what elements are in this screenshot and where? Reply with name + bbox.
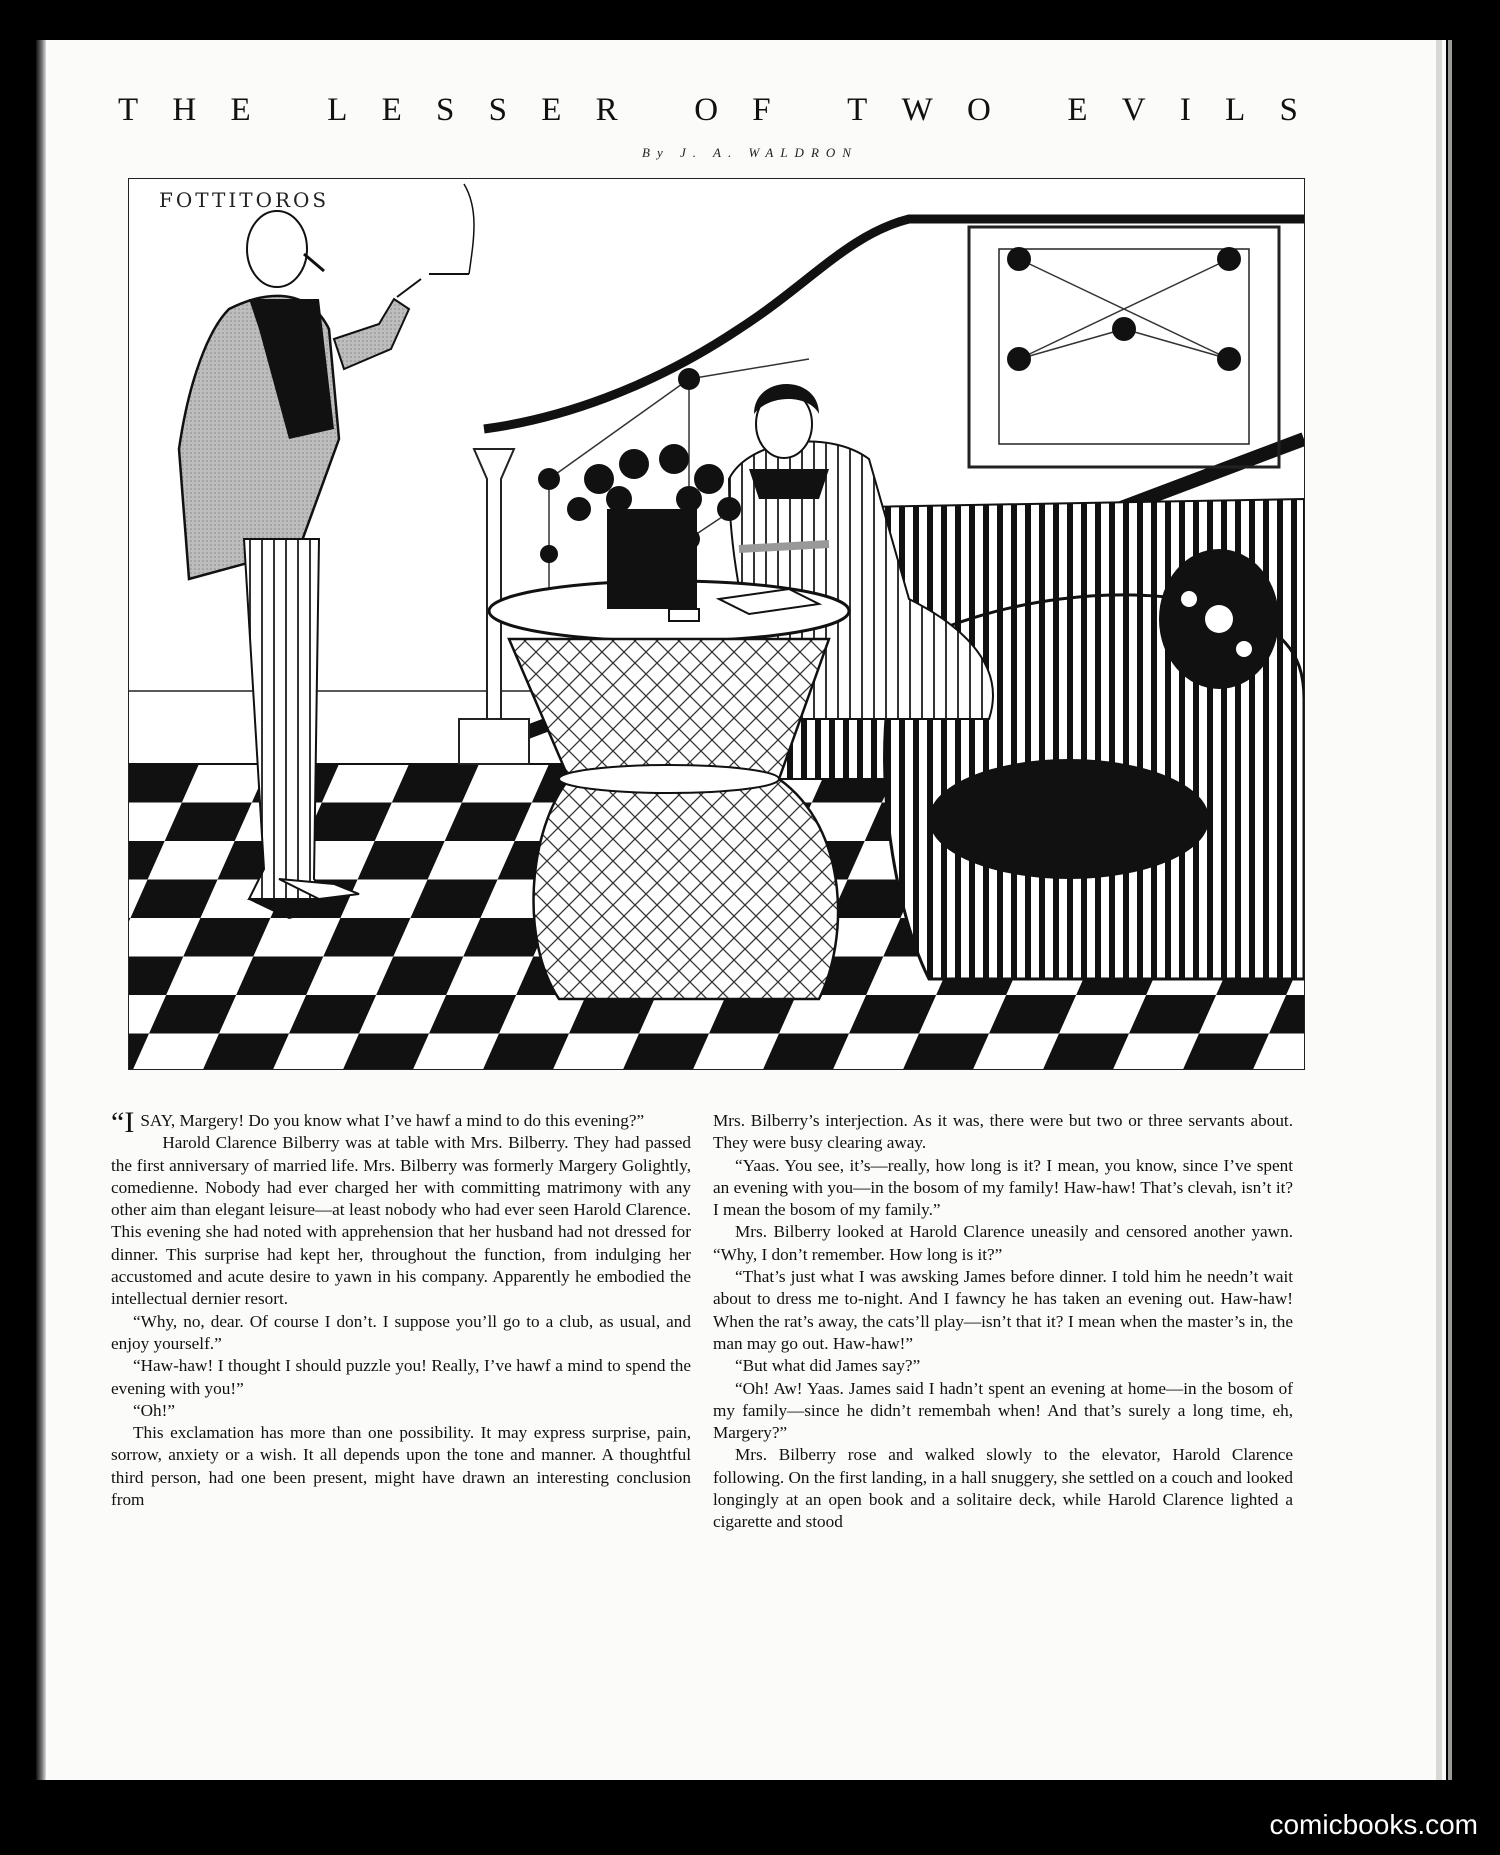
flower-vase [607,509,697,609]
drop-cap: “I [111,1106,135,1139]
title-letter: S [1279,92,1298,128]
title-letter: O [966,92,991,128]
title-letter: E [541,92,562,128]
title-letter: T [847,92,868,128]
story-title [118,92,1298,129]
page-edge-2 [1448,40,1452,1780]
right-text-column [713,1110,1293,1534]
title-letter: S [488,92,507,128]
title-letter [1025,92,1033,129]
illustration-drawing [129,179,1304,1069]
paragraph: Mrs. Bilberry rose and walked slowly to the elevator, Harold Clarence following. On the first landing, in a hall snuggery, she settled on a couch and looked longingly at an open book and a solitaire deck, while Harold Clarence lighted a cigarette and stood [713,1445,1293,1532]
title-letter: H [172,92,197,128]
paragraph: “Oh!” [133,1400,175,1420]
title-letter: S [436,92,455,128]
paragraph: Harold Clarence Bilberry was at table with Mrs. Bilberry. They had passed the first anniversary of married life. Mrs. Bilberry was formerly Margery Golightly, comedienne. Nobody had ever charged her with committing matrimony with any other aim than elegant leisure—at least nobody who had ever seen Harold Clarence. This evening she had noted with apprehension that her husband had not dressed for dinner. This surprise had kept her, throughout the function, from indulging her accustomed and acute desire to yawn in his company. Apparently he embodied the intellectual dernier resort. [111,1133,691,1309]
left-text-column [111,1106,691,1511]
paragraph: “Yaas. You see, it’s—really, how long is it? I mean, you know, since I’ve spent an evening with you—in the bosom of my family! Haw-haw! That’s clevah, isn’t it? I mean the bosom of my family.” [713,1155,1293,1220]
paragraph: “But what did James say?” [735,1356,921,1376]
paragraph: “Oh! Aw! Yaas. James said I hadn’t spent an evening at home—in the bosom of my family—since he didn’t remembah when! And that’s surely a long time, eh, Margery?” [713,1378,1293,1443]
title-letter: R [595,92,618,128]
artist-signature: FOTTITOROS [159,188,330,212]
title-letter: O [694,92,719,128]
title-letter: T [118,92,139,128]
page-binding-shadow [36,40,46,1780]
paragraph: “ISAY, Margery! Do you know what I’ve hawf a mind to do this evening?” [111,1106,645,1139]
title-letter [652,92,660,129]
stair-handrail [484,219,1304,429]
title-letter: L [1225,92,1246,128]
title-letter: L [327,92,348,128]
watermark: comicbooks.com [1269,1809,1478,1840]
paragraph: Mrs. Bilberry looked at Harold Clarence uneasily and censored another yawn. “Why, I don’t remember. How long is it?” [713,1222,1293,1264]
title-letter: E [230,92,251,128]
title-letter [285,92,293,129]
title-letter: W [901,92,933,128]
title-letter: V [1121,92,1146,128]
paragraph: This exclamation has more than one possibility. It may express surprise, pain, sorrow, anxiety or a wish. It all depends upon the tone and manner. A thoughtful third person, had one been present, might have drawn an interesting conclusion from [111,1423,691,1510]
byline: By J. A. WALDRON [642,145,858,160]
paragraph: “Why, no, dear. Of course I don’t. I suppose you’ll go to a club, as usual, and enjoy yourself.” [111,1311,691,1353]
title-letter [805,92,813,129]
title-letter: E [381,92,402,128]
paragraph: “That’s just what I was awsking James before dinner. I told him he needn’t wait about to dress me to-night. And I fawncy he has taken an evening out. Haw-haw! When the rat’s away, the cats’ll play—isn’t that it? I mean when the master’s in, the man may go out. Haw-haw!” [713,1267,1293,1353]
newel-post [474,449,514,719]
title-letter: I [1179,92,1191,128]
illustration [128,178,1305,1070]
title-letter: E [1067,92,1088,128]
title-letter: F [752,92,771,128]
card-deck [669,609,699,621]
paragraph: “Haw-haw! I thought I should puzzle you! Really, I’ve hawf a mind to spend the evening with you!” [111,1356,691,1398]
page-edge [1436,40,1442,1780]
paragraph: Mrs. Bilberry’s interjection. As it was, there were but two or three servants about. They were busy clearing away. [713,1111,1293,1153]
